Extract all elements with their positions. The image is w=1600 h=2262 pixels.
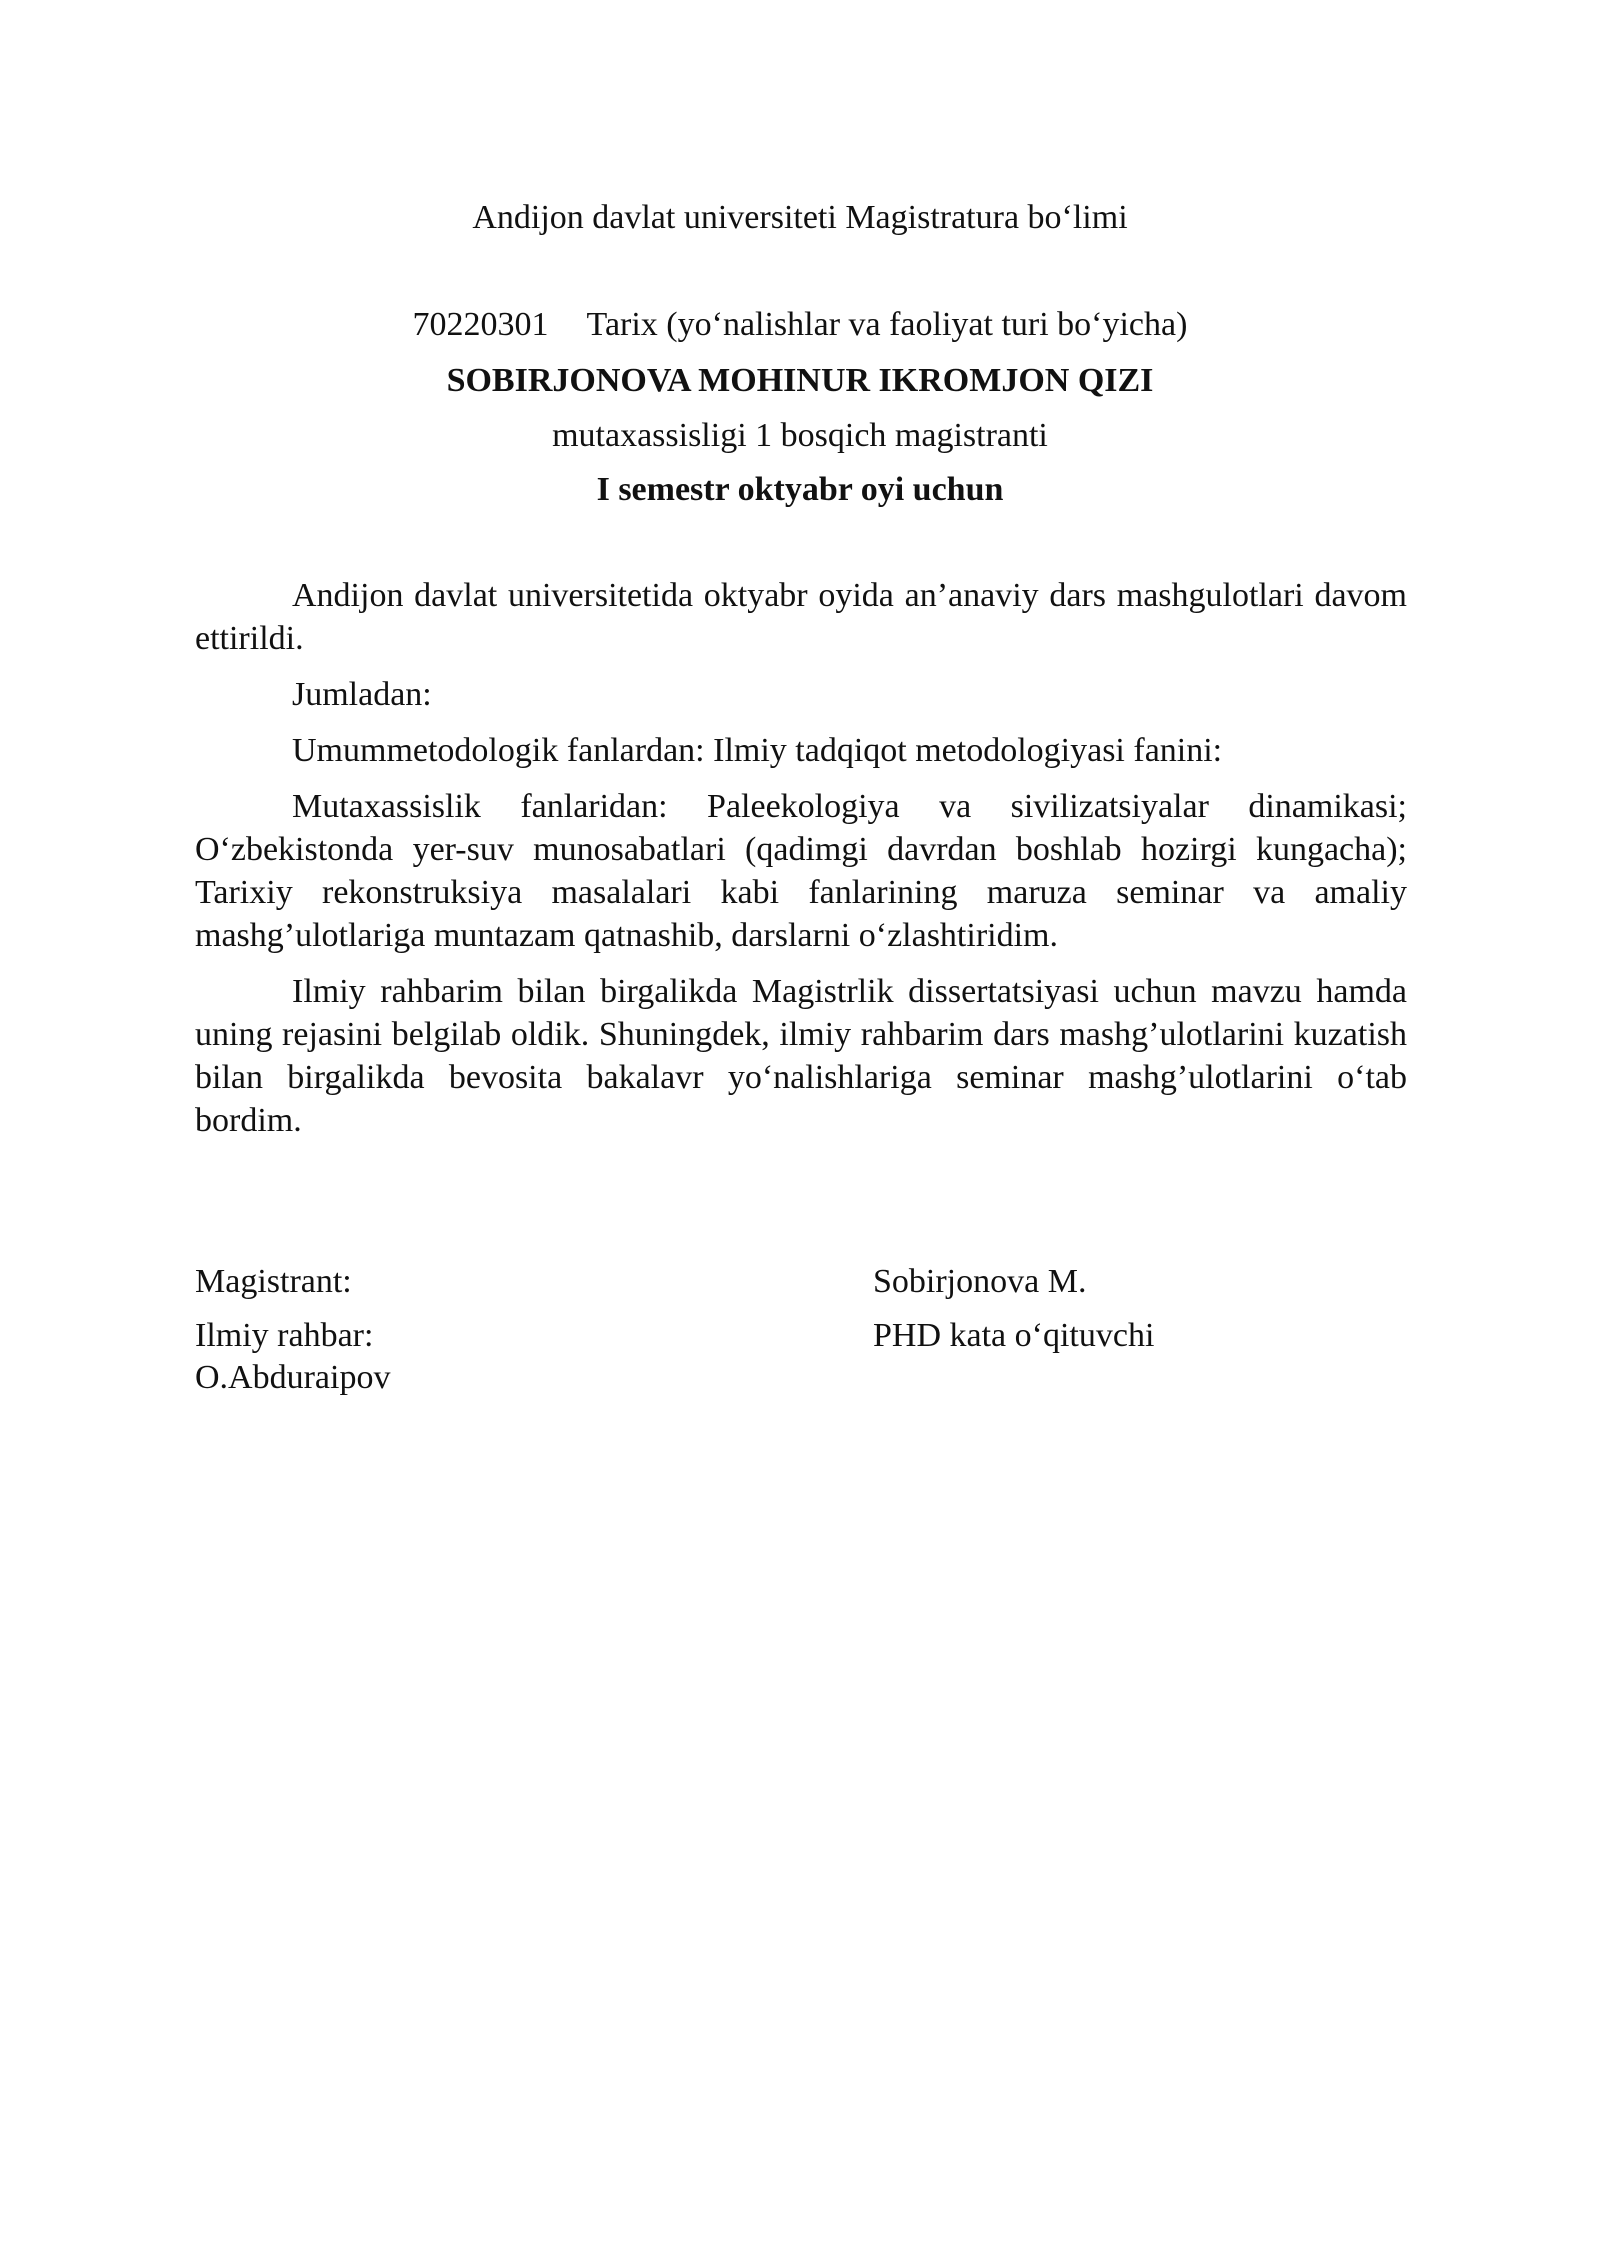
advisor-signature-label: Ilmiy rahbar: (195, 1317, 374, 1354)
program-line (0, 305, 1600, 345)
program-name: Tarix (yo‘nalishlar va faoliyat turi bo‘yicha) (586, 306, 1188, 343)
advisor-name: O.Abduraipov (195, 1359, 391, 1396)
student-signature-label: Magistrant: (195, 1263, 352, 1300)
paragraph-specialty-subjects: Mutaxassislik fanlaridan: Paleekologiya va sivilizatsiyalar dinamikasi; O‘zbekistonda yer-suv munosabatlari (qadimgi davrdan boshlab hozirgi kungacha); Tarixiy rekonstruksiya masalalari kabi fanlarining maruza seminar va amaliy mashg’ulotlariga muntazam qatnashib, darslarni o‘zlashtiridim. (195, 788, 1407, 954)
paragraph-jumladan: Jumladan: (292, 676, 432, 713)
paragraph-general-subjects: Umummetodologik fanlardan: Ilmiy tadqiqot metodologiyasi fanini: (292, 732, 1223, 769)
student-status: mutaxassisligi 1 bosqich magistranti (552, 417, 1048, 454)
period-heading: I semestr oktyabr oyi uchun (596, 471, 1004, 508)
advisor-title: PHD kata o‘qituvchi (873, 1317, 1155, 1354)
student-signature-name: Sobirjonova M. (873, 1263, 1087, 1300)
student-name-heading: SOBIRJONOVA MOHINUR IKROMJON QIZI (446, 362, 1154, 399)
paragraph-intro: Andijon davlat universitetida oktyabr oyida an’anaviy dars mashgulotlari davom ettirildi. (195, 577, 1407, 657)
institution-heading: Andijon davlat universiteti Magistratura bo‘limi (472, 199, 1128, 236)
program-code: 70220301 (412, 306, 549, 343)
report-body (195, 574, 1407, 1155)
paragraph-research: Ilmiy rahbarim bilan birgalikda Magistrlik dissertatsiyasi uchun mavzu hamda uning rejasini belgilab oldik. Shuningdek, ilmiy rahbarim dars mashg’ulotlarini kuzatish bilan birgalikda bevosita bakalavr yo‘nalishlariga seminar mashg’ulotlarini o‘tab bordim. (195, 973, 1407, 1139)
